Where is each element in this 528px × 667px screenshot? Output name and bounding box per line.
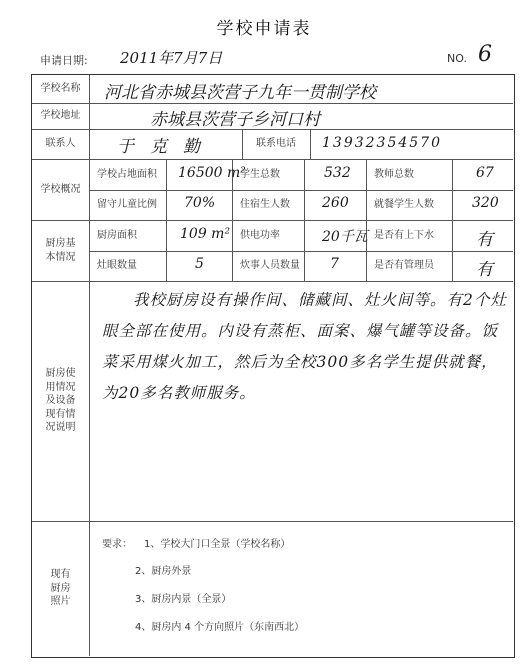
phone-value: 13932354570 — [322, 135, 442, 151]
dining-students-label: 就餐学生人数 — [374, 199, 434, 211]
photo-requirements-prefix: 要求： — [102, 539, 132, 550]
phone-label: 联系电话 — [256, 138, 296, 150]
column-divider — [166, 159, 167, 281]
manager-value: 有 — [476, 260, 493, 280]
left-behind-ratio-label: 留守儿童比例 — [97, 199, 157, 211]
row-divider — [32, 521, 513, 522]
power-value: 20千瓦 — [322, 229, 368, 245]
row-divider — [32, 103, 513, 104]
kitchen-staff-value: 7 — [330, 256, 339, 272]
contact-label: 联系人 — [45, 138, 76, 150]
photo-requirement-item: 1、学校大门口全景（学校名称） — [144, 539, 291, 550]
students-label: 学生总数 — [240, 168, 280, 180]
school-name-label: 学校名称 — [40, 83, 81, 95]
photo-requirement-item: 4、厨房内 4 个方向照片（东南西北） — [135, 622, 305, 633]
boarding-students-value: 260 — [322, 195, 349, 211]
water-value: 有 — [476, 230, 493, 250]
students-value: 532 — [324, 165, 351, 181]
column-divider — [310, 129, 311, 159]
campus-area-value: 16500 m² — [178, 165, 246, 181]
school-name-value: 河北省赤城县茨营子九年一贯制学校 — [104, 83, 376, 103]
teachers-label: 教师总数 — [374, 168, 414, 180]
manager-label: 是否有管理员 — [374, 260, 434, 272]
form-title: 学校申请表 — [216, 19, 312, 39]
contact-value: 于克勤 — [117, 137, 216, 157]
water-label: 是否有上下水 — [374, 229, 434, 241]
application-date-label: 申请日期: — [40, 54, 88, 67]
column-divider — [452, 159, 453, 281]
photo-requirement-item: 3、厨房内景（全景） — [135, 594, 232, 605]
form-number-value: 6 — [478, 42, 492, 67]
kitchen-usage-text: 我校厨房设有操作间、储藏间、灶火间等。有2个灶眼全部在使用。内设有蒸柜、面案、爆气罐等设备。饭菜采用煤火加工，然后为全校300多名学生提供就餐，为20多名教师服务。 — [102, 291, 507, 402]
stoves-label: 灶眼数量 — [97, 260, 137, 272]
kitchen-area-value: 109 m² — [180, 226, 231, 242]
kitchen-area-label: 厨房面积 — [97, 229, 137, 241]
dining-students-value: 320 — [472, 195, 499, 211]
campus-area-label: 学校占地面积 — [97, 168, 157, 180]
school-overview-label: 学校概况 — [40, 183, 81, 195]
left-behind-ratio-value: 70% — [184, 195, 216, 211]
kitchen-staff-label: 炊事人员数量 — [240, 260, 300, 272]
application-date-value: 2011年7月7日 — [120, 49, 223, 67]
boarding-students-label: 住宿生人数 — [240, 199, 290, 211]
kitchen-basic-label: 厨房基本情况 — [45, 238, 76, 263]
teachers-value: 67 — [476, 165, 494, 181]
column-divider — [304, 159, 305, 281]
application-form — [31, 74, 515, 658]
stoves-value: 5 — [195, 256, 204, 272]
kitchen-photos-label: 现有厨房照片 — [50, 569, 71, 608]
school-address-label: 学校地址 — [40, 110, 81, 122]
power-label: 供电功率 — [240, 229, 280, 241]
school-address-value: 赤城县茨营子乡河口村 — [150, 110, 320, 130]
row-divider — [32, 281, 513, 282]
form-number-label: NO. — [447, 52, 467, 65]
kitchen-usage-label: 厨房使用情况及设备现有情况说明 — [45, 368, 76, 434]
photo-requirement-item: 2、厨房外景 — [135, 566, 192, 577]
